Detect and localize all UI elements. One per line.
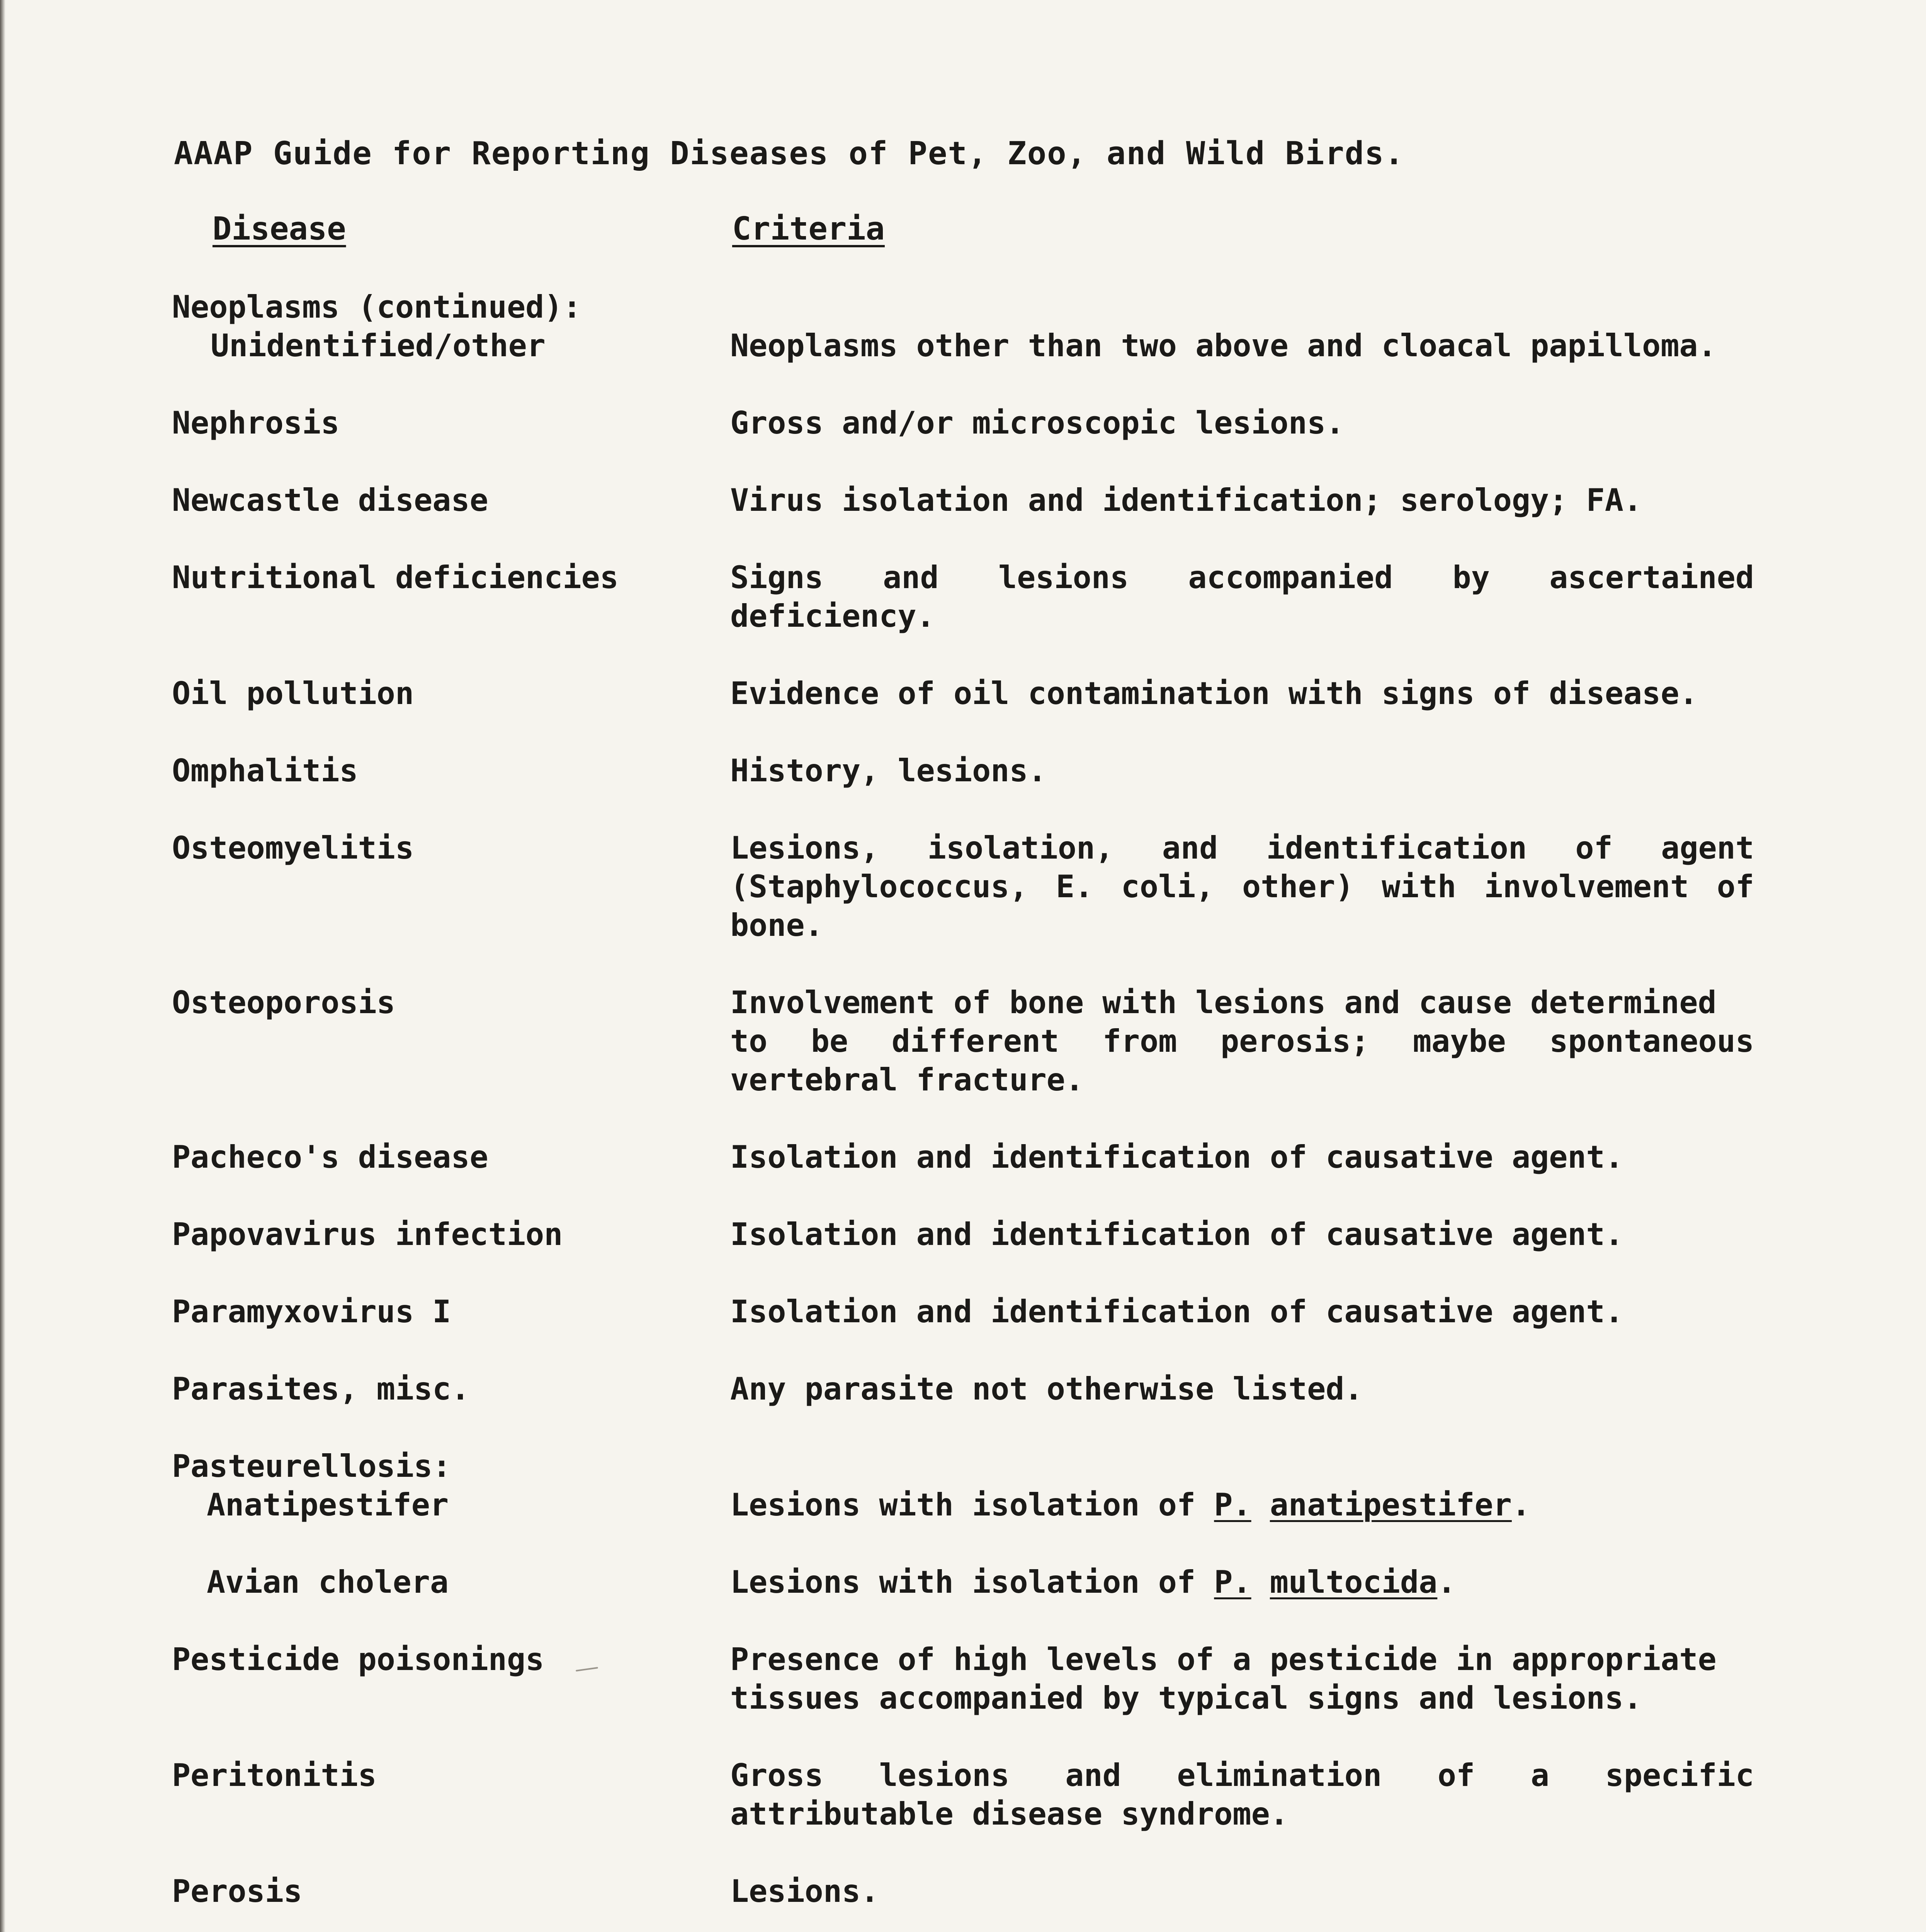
criteria-line: Isolation and identification of causative agent.: [730, 1139, 1623, 1175]
criteria-line: to be different from perosis; maybe spontaneous: [730, 1023, 1754, 1059]
disease-group-label: Pasteurellosis:: [172, 1448, 451, 1484]
disease-name: Perosis: [172, 1873, 303, 1909]
criteria-text: [730, 481, 1754, 520]
criteria-line: bone.: [730, 907, 823, 943]
criteria-text: [730, 752, 1754, 790]
criteria-text: [730, 1563, 1754, 1602]
species-name: anatipestifer: [1270, 1487, 1512, 1523]
criteria-text: [730, 1756, 1754, 1833]
disease-name: Nephrosis: [172, 405, 340, 441]
criteria-text: [730, 327, 1754, 365]
genus-abbreviation: P.: [1214, 1564, 1251, 1600]
criteria-line: Signs and lesions accompanied by ascertained: [730, 560, 1754, 595]
criteria-line: [730, 1563, 1754, 1602]
disease-name: Parasites, misc.: [172, 1371, 470, 1407]
criteria-line: Isolation and identification of causative agent.: [730, 1216, 1623, 1252]
criteria-line: [730, 1486, 1754, 1524]
criteria-text: [730, 558, 1754, 636]
criteria-line: Presence of high levels of a pesticide in appropriate: [730, 1641, 1717, 1677]
disease-group-label: Neoplasms (continued):: [172, 289, 581, 325]
criteria-text: [730, 404, 1754, 442]
disease-subtype: Avian cholera: [207, 1564, 449, 1600]
criteria-suffix: .: [1437, 1564, 1456, 1600]
criteria-line: Gross lesions and elimination of a specific: [730, 1757, 1754, 1793]
disease-name: [172, 288, 705, 365]
criteria-prefix: Lesions with isolation of: [730, 1564, 1214, 1600]
disease-name: Osteomyelitis: [172, 830, 414, 866]
criteria-text: [730, 1486, 1754, 1524]
disease-name: Omphalitis: [172, 753, 358, 789]
criteria-text: [730, 1293, 1754, 1331]
disease-column-header: Disease: [212, 211, 346, 247]
disease-name: Osteoporosis: [172, 985, 395, 1020]
disease-name: Papovavirus infection: [172, 1216, 563, 1252]
disease-name: Paramyxovirus I: [172, 1294, 451, 1330]
criteria-line: vertebral fracture.: [730, 1062, 1084, 1098]
species-name: multocida: [1270, 1564, 1438, 1600]
criteria-line: Lesions, isolation, and identification of agent: [730, 830, 1754, 866]
criteria-prefix: Lesions with isolation of: [730, 1487, 1214, 1523]
criteria-line: (Staphylococcus, E. coli, other) with involvement of: [730, 869, 1754, 905]
disease-name: Pesticide poisonings: [172, 1641, 544, 1677]
disease-name: Oil pollution: [172, 675, 414, 711]
criteria-text: [730, 1370, 1754, 1408]
criteria-line: attributable disease syndrome.: [730, 1796, 1289, 1832]
criteria-column-header: Criteria: [732, 211, 885, 247]
criteria-line: Isolation and identification of causative agent.: [730, 1294, 1623, 1330]
disease-name: Pacheco's disease: [172, 1139, 488, 1175]
criteria-line: History, lesions.: [730, 753, 1047, 789]
disease-name: Peritonitis: [172, 1757, 377, 1793]
disease-name: Newcastle disease: [172, 482, 488, 518]
genus-abbreviation: P.: [1214, 1487, 1251, 1523]
disease-name: Nutritional deficiencies: [172, 560, 619, 595]
criteria-text: [730, 983, 1754, 1099]
disease-subtype: Anatipestifer: [207, 1487, 449, 1523]
criteria-text: [730, 1138, 1754, 1177]
criteria-line: Lesions.: [730, 1873, 879, 1909]
criteria-line: Virus isolation and identification; serology; FA.: [730, 482, 1642, 518]
criteria-text: [730, 1640, 1754, 1718]
page-edge-shadow: [0, 0, 5, 1932]
criteria-line: Evidence of oil contamination with signs of disease.: [730, 675, 1698, 711]
criteria-line: Neoplasms other than two above and cloacal papilloma.: [730, 328, 1717, 364]
criteria-line: Involvement of bone with lesions and cause determined: [730, 985, 1717, 1020]
criteria-line: Any parasite not otherwise listed.: [730, 1371, 1363, 1407]
criteria-line: deficiency.: [730, 598, 935, 634]
criteria-line: tissues accompanied by typical signs and lesions.: [730, 1680, 1642, 1716]
disease-subtype: Unidentified/other: [211, 328, 546, 364]
criteria-suffix: .: [1511, 1487, 1531, 1523]
criteria-text: [730, 674, 1754, 713]
criteria-text: [730, 1215, 1754, 1254]
criteria-line: Gross and/or microscopic lesions.: [730, 405, 1345, 441]
criteria-text: [730, 1872, 1754, 1911]
document-title: AAAP Guide for Reporting Diseases of Pet, Zoo, and Wild Birds.: [174, 135, 1404, 172]
disease-name: [172, 1447, 705, 1524]
criteria-text: [730, 829, 1754, 945]
